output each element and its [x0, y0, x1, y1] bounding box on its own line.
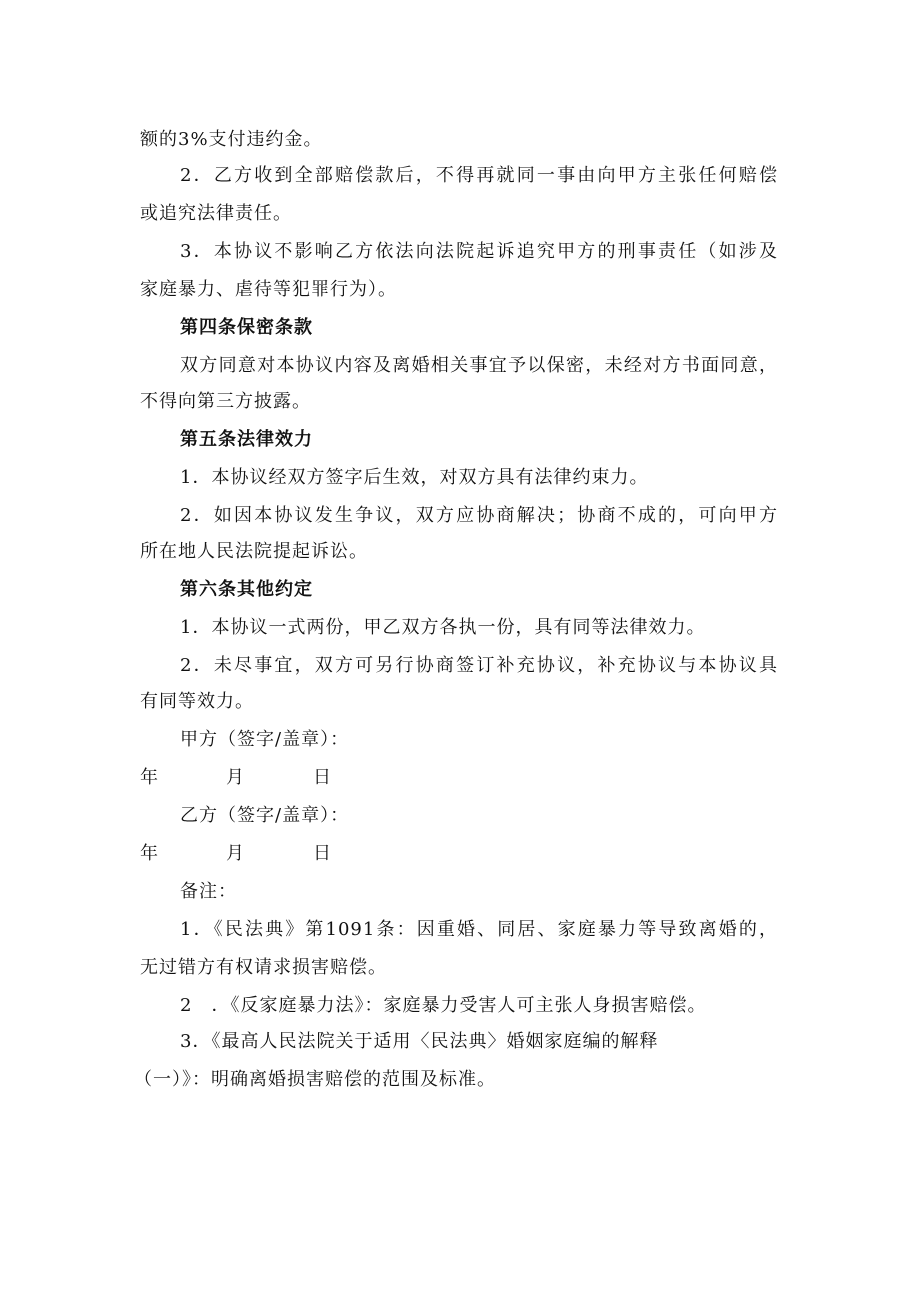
party-a-date-year: 年: [140, 767, 159, 788]
clause3-item2-line2: 或追究法律责任。: [140, 203, 292, 224]
article6-item2-line2: 有同等效力。: [140, 691, 254, 712]
party-b-signature-label: 乙方（签字/盖章）：: [180, 805, 350, 826]
party-b-date-day: 日: [313, 843, 332, 864]
clause3-item3-line1: 3．本协议不影响乙方依法向法院起诉追究甲方的刑事责任（如涉及: [180, 241, 778, 262]
article5-item1: 1．本协议经双方签字后生效，对双方具有法律约束力。: [180, 467, 649, 488]
note1-line2: 无过错方有权请求损害赔偿。: [140, 957, 387, 978]
party-a-signature-label: 甲方（签字/盖章）：: [180, 729, 350, 750]
party-a-date-month: 月: [226, 767, 245, 788]
article6-heading: 第六条其他约定: [180, 579, 313, 600]
article4-line2: 不得向第三方披露。: [140, 391, 311, 412]
article4-heading: 第四条保密条款: [180, 317, 313, 338]
party-b-date-month: 月: [226, 843, 245, 864]
party-a-date-day: 日: [313, 767, 332, 788]
clause3-item2-line1: 2．乙方收到全部赔偿款后，不得再就同一事由向甲方主张任何赔偿: [180, 165, 778, 186]
clause3-item3-line2: 家庭暴力、虐待等犯罪行为）。: [140, 279, 397, 300]
article5-item2-line2: 所在地人民法院提起诉讼。: [140, 541, 368, 562]
note1-line1: 1．《民法典》第1091条：因重婚、同居、家庭暴力等导致离婚的，: [180, 919, 778, 940]
article5-item2-line1: 2．如因本协议发生争议，双方应协商解决；协商不成的，可向甲方: [180, 505, 778, 526]
party-b-date-year: 年: [140, 843, 159, 864]
note3-line1: 3．《最高人民法院关于适用〈民法典〉婚姻家庭编的解释: [180, 1031, 659, 1052]
article4-line1: 双方同意对本协议内容及离婚相关事宜予以保密，未经对方书面同意，: [180, 355, 778, 376]
article6-item1: 1．本协议一式两份，甲乙双方各执一份，具有同等法律效力。: [180, 617, 706, 638]
note3-line2: （一）》：明确离婚损害赔偿的范围及标准。: [134, 1069, 496, 1090]
article5-heading: 第五条法律效力: [180, 429, 313, 450]
clause3-item1-tail: 额的3%支付违约金。: [140, 129, 323, 150]
notes-heading: 备注：: [180, 881, 237, 902]
article6-item2-line1: 2．未尽事宜，双方可另行协商签订补充协议，补充协议与本协议具: [180, 655, 778, 676]
note2: 2 ．《反家庭暴力法》：家庭暴力受害人可主张人身损害赔偿。: [180, 995, 707, 1016]
